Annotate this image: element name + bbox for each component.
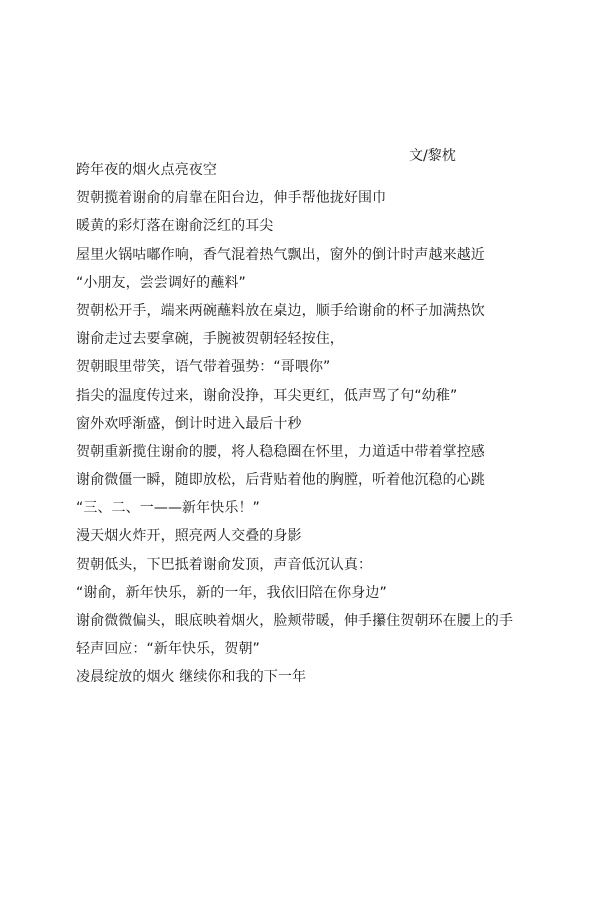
text-line: 漫天烟火炸开，照亮两人交叠的身影 <box>76 528 302 545</box>
text-line: 贺朝松开手，端来两碗蘸料放在桌边，顺手给谢俞的杯子加满热饮 <box>76 302 485 319</box>
text-line: 凌晨绽放的烟火 继续你和我的下一年 <box>76 669 307 686</box>
text-line: “三、二、一——新年快乐！” <box>76 500 260 517</box>
text-line: 贺朝重新揽住谢俞的腰，将人稳稳圈在怀里，力道适中带着掌控感 <box>76 443 485 460</box>
text-line: 指尖的温度传过来，谢俞没挣，耳尖更红，低声骂了句“幼稚” <box>76 387 458 404</box>
text-line: 谢俞微微偏头，眼底映着烟火，脸颊带暖，伸手攥住贺朝环在腰上的手 <box>76 613 514 629</box>
author-byline: 文/黎枕 <box>409 148 456 164</box>
text-line: 贺朝眼里带笑，语气带着强势：“哥喂你” <box>76 359 331 376</box>
poem-text <box>76 160 596 696</box>
text-line: 贺朝低头，下巴抵着谢俞发顶，声音低沉认真： <box>76 556 373 573</box>
text-line: 贺朝揽着谢俞的肩靠在阳台边，伸手帮他拢好围巾 <box>76 190 387 207</box>
text-line: 跨年夜的烟火点亮夜空 <box>76 162 217 178</box>
text-line: “小朋友，尝尝调好的蘸料” <box>76 274 246 291</box>
text-line: 窗外欢呼渐盛，倒计时进入最后十秒 <box>76 415 302 432</box>
text-line: “谢俞，新年快乐，新的一年，我依旧陪在你身边” <box>76 584 387 601</box>
text-line: 轻声回应：“新年快乐，贺朝” <box>76 641 260 658</box>
text-line: 暖黄的彩灯落在谢俞泛红的耳尖 <box>76 218 274 235</box>
text-line: 谢俞走过去要拿碗，手腕被贺朝轻轻按住， <box>76 331 344 348</box>
text-line: 屋里火锅咕嘟作响，香气混着热气飘出，窗外的倒计时声越来越近 <box>76 246 485 263</box>
text-line: 谢俞微僵一瞬，随即放松，后背贴着他的胸膛，听着他沉稳的心跳 <box>76 472 485 489</box>
